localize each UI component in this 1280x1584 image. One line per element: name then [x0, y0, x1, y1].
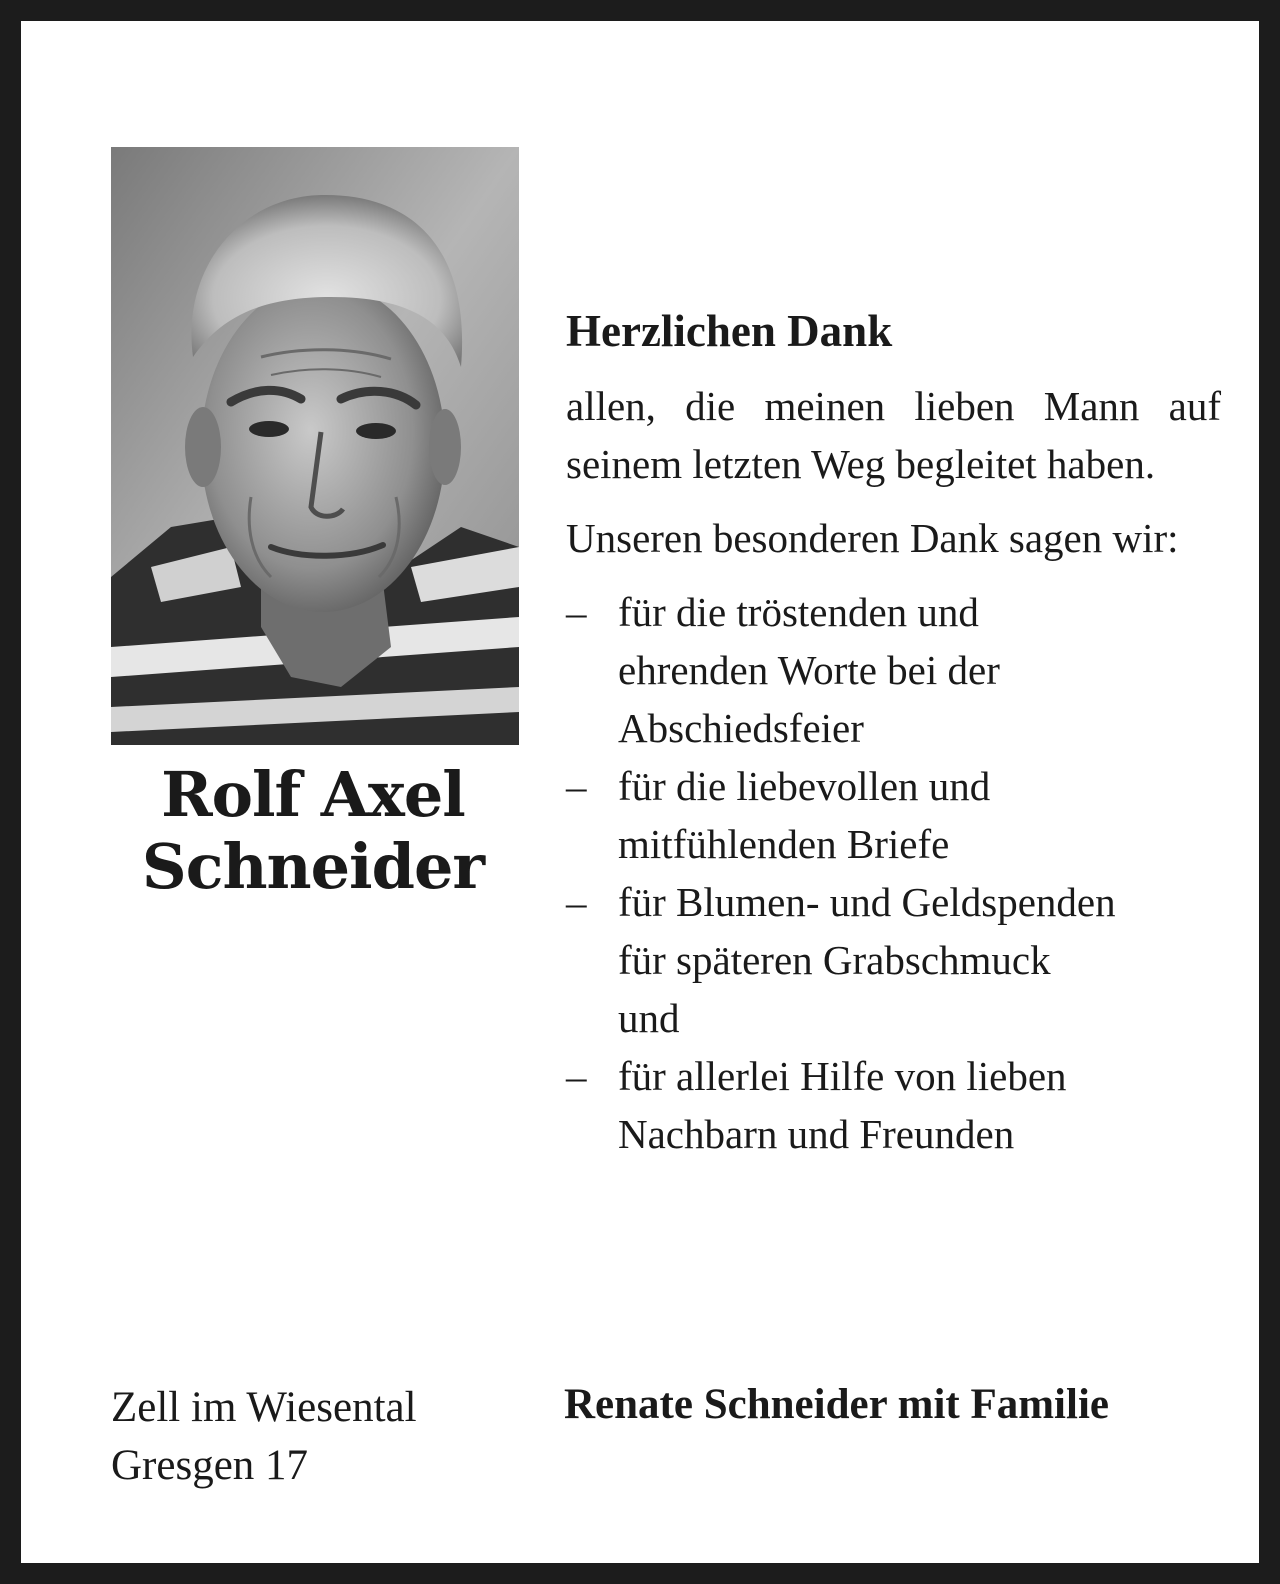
- address-street: Gresgen 17: [111, 1442, 309, 1489]
- special-thanks-paragraph: Unseren besonderen Dank sagen wir:: [566, 515, 1179, 561]
- list-item: [566, 757, 1221, 873]
- thank-you-heading: Herzlichen Dank: [566, 306, 893, 356]
- list-item-line: mitfühlenden Briefe: [618, 821, 950, 867]
- list-item-line: und: [618, 995, 680, 1041]
- list-item: [566, 1047, 1221, 1163]
- list-item-line: für die liebevollen und: [618, 763, 991, 809]
- list-item-line: Nachbarn und Freunden: [618, 1111, 1015, 1157]
- list-item-line: für allerlei Hilfe von lieben: [618, 1053, 1067, 1099]
- list-item-line: für späteren Grabschmuck: [618, 937, 1051, 983]
- intro-paragraph: allen, die meinen lieben Mann auf seinem letzten Weg begleitet haben.: [566, 383, 1221, 487]
- deceased-name: [113, 759, 513, 903]
- deceased-name-line2: Schneider: [141, 830, 485, 903]
- list-item-line: ehrenden Worte bei der: [618, 647, 1000, 693]
- dash-marker: –: [566, 763, 587, 809]
- signature: Renate Schneider mit Familie: [564, 1381, 1109, 1428]
- portrait-photo: [111, 147, 519, 745]
- dash-marker: –: [566, 1053, 587, 1099]
- list-item: [566, 873, 1221, 1047]
- dash-marker: –: [566, 589, 587, 635]
- address-city: Zell im Wiesental: [111, 1384, 417, 1431]
- list-item-line: für Blumen- und Geldspenden: [618, 879, 1116, 925]
- list-item-line: Abschiedsfeier: [618, 705, 864, 751]
- list-item: [566, 583, 1221, 757]
- dash-marker: –: [566, 879, 587, 925]
- address: [111, 1379, 417, 1495]
- list-item-line: für die tröstenden und: [618, 589, 979, 635]
- thank-you-message: [566, 299, 1221, 1163]
- thanks-list: [566, 583, 1221, 1163]
- deceased-name-line1: Rolf Axel: [161, 758, 465, 831]
